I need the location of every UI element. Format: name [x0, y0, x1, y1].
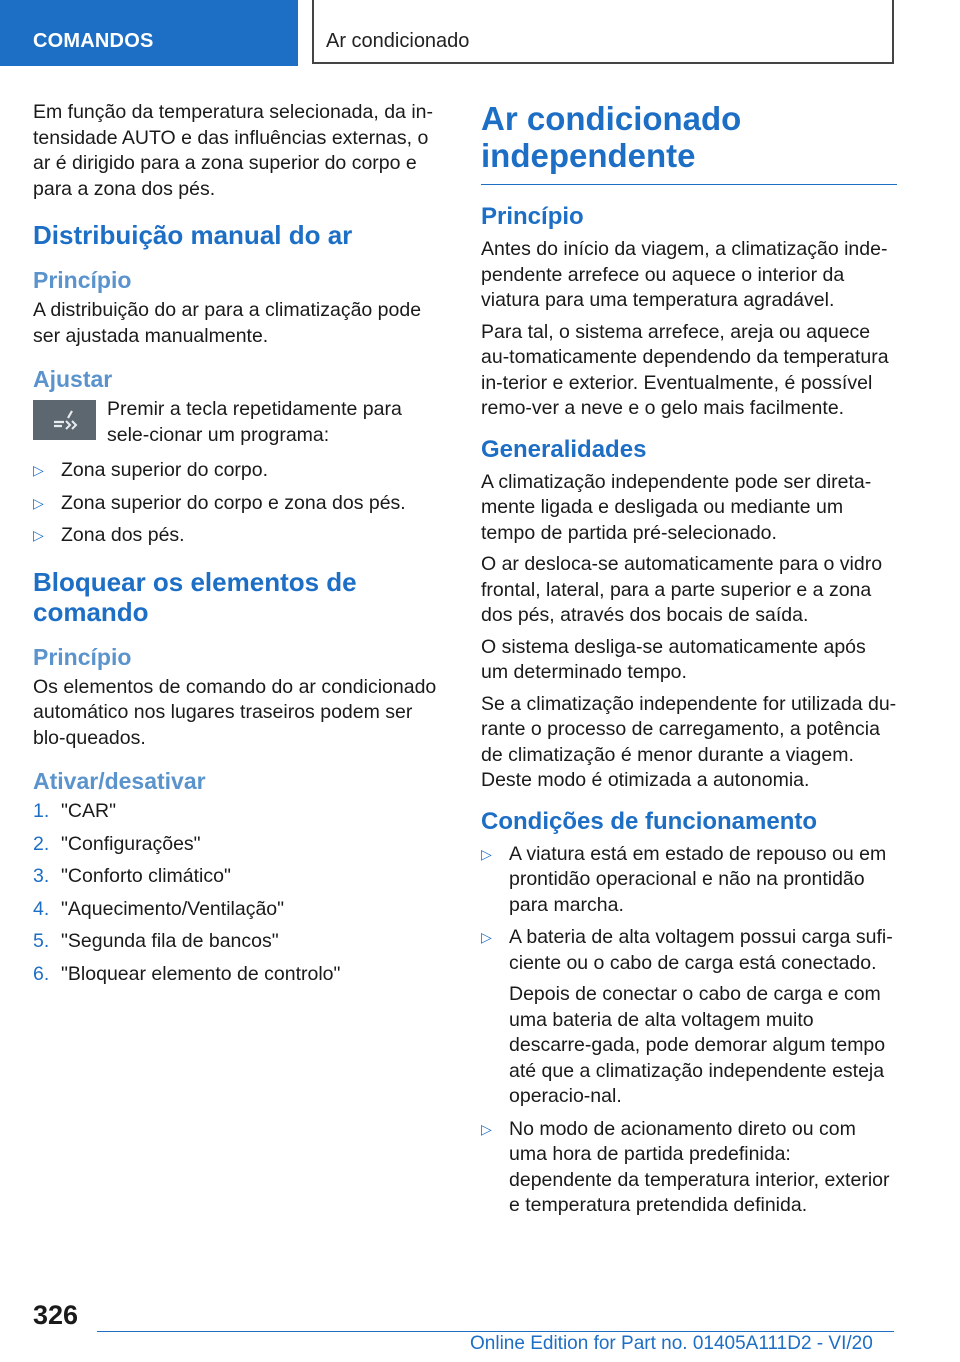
general-paragraph-1: A climatização independente pode ser direta-mente ligada e desligada ou mediante um tempo de partida pré-selecionado. — [481, 470, 872, 544]
triangle-bullet-icon: ▷ — [33, 494, 44, 511]
list-item: ▷ A bateria de alta voltagem possui carga sufi-ciente ou o cabo de carga está conectado. Depois de conectar o cabo de carga e com uma bateria de alta voltagem muito descarre-gada, pode demorar algum tempo até que a climatização independente esteja operacio-nal. — [481, 925, 897, 1110]
steps-list — [33, 799, 440, 987]
air-distribution-icon — [33, 400, 96, 440]
page-number: 326 — [33, 1300, 79, 1330]
intro-paragraph: Em função da temperatura selecionada, da in-tensidade AUTO e das influências externas, o ar é dirigido para a zona superior do corpo e para a zona dos pés. — [33, 101, 433, 200]
triangle-bullet-icon: ▷ — [481, 845, 492, 862]
manual-principle-text: A distribuição do ar para a climatização pode ser ajustada manualmente. — [33, 299, 422, 347]
principle-paragraph-1: Antes do início da viagem, a climatização inde-pendente arrefece ou aquece o interior da viatura para uma temperatura agradável. — [481, 238, 888, 311]
general-paragraph-2: O ar desloca-se automaticamente para o vidro frontal, lateral, para a parte superior e a zona dos pés, através dos bocais de saída. — [481, 553, 883, 626]
general-paragraph-4: Se a climatização independente for utilizada du-rante o processo de carregamento, a potência de climatização é menor durante a viagem. Deste modo é otimizada a autonomia. — [481, 692, 897, 791]
list-item: 4. "Aquecimento/Ventilação" — [33, 897, 285, 920]
manual-principle-heading: Princípio — [33, 267, 132, 293]
list-item: 2. "Configurações" — [33, 832, 201, 855]
list-item: ▷ No modo de acionamento direto ou com uma hora de partida predefinida: dependente da temperatura interior, exterior e temperatura pretendida definida. — [481, 1117, 890, 1216]
toggle-heading: Ativar/desativar — [33, 768, 206, 794]
list-item: ▷ Zona dos pés. — [33, 523, 440, 549]
lock-principle-text: Os elementos de comando do ar condicionado automático nos lugares traseiros podem ser blo-queados. — [33, 675, 437, 749]
list-item: 1. "CAR" — [33, 800, 117, 822]
principle-heading: Princípio — [481, 203, 584, 230]
list-item: ▷ Zona superior do corpo. — [33, 458, 440, 484]
conditions-heading: Condições de funcionamento — [481, 807, 818, 835]
adjust-heading: Ajustar — [33, 366, 113, 392]
right-column — [481, 100, 897, 1226]
triangle-bullet-icon: ▷ — [481, 929, 492, 945]
edition-text: Online Edition for Part no. 01405A111D2 - VI/20 — [470, 1333, 873, 1354]
section-title: Ar condicionado independente — [481, 100, 742, 174]
section-label: COMANDOS — [33, 30, 154, 52]
manual-heading: Distribuição manual do ar — [33, 220, 353, 250]
program-list — [33, 458, 440, 549]
list-item: 5. "Segunda fila de bancos" — [33, 930, 279, 952]
lock-principle-heading: Princípio — [33, 643, 132, 670]
page-header — [0, 0, 960, 66]
triangle-bullet-icon: ▷ — [33, 462, 44, 478]
condition-note: Depois de conectar o cabo de carga e com uma bateria de alta voltagem muito descarre-gada, pode demorar algum tempo até que a climatização independente esteja operacio-nal. — [509, 983, 886, 1107]
adjust-row — [33, 397, 440, 448]
general-heading: Generalidades — [481, 435, 647, 463]
list-item: ▷ A viatura está em estado de repouso ou em prontidão operacional e não na prontidão para marcha. — [481, 842, 887, 916]
title-divider — [481, 184, 897, 185]
chapter-title: Ar condicionado — [326, 30, 470, 52]
footer-divider — [97, 1331, 894, 1332]
general-paragraph-3: O sistema desliga-se automaticamente após um determinado tempo. — [481, 635, 866, 683]
lock-heading: Bloquear os elementos de comando — [33, 566, 357, 627]
list-item: ▷ Zona superior do corpo e zona dos pés. — [33, 491, 440, 517]
triangle-bullet-icon: ▷ — [33, 527, 44, 543]
triangle-bullet-icon: ▷ — [481, 1120, 492, 1137]
conditions-list — [481, 842, 897, 1219]
principle-paragraph-2: Para tal, o sistema arrefece, areja ou aquece au-tomaticamente dependendo da temperatura in-terior e exterior. Eventualmente, é possível remo-ver a neve e o gelo mais facilmente. — [481, 320, 889, 419]
chapter-title-box — [312, 0, 894, 64]
section-tab — [0, 0, 298, 66]
left-column — [33, 100, 440, 994]
list-item: 6. "Bloquear elemento de controlo" — [33, 962, 341, 985]
list-item: 3. "Conforto climático" — [33, 865, 231, 887]
adjust-text: Premir a tecla repetidamente para sele-cionar um programa: — [107, 398, 402, 446]
